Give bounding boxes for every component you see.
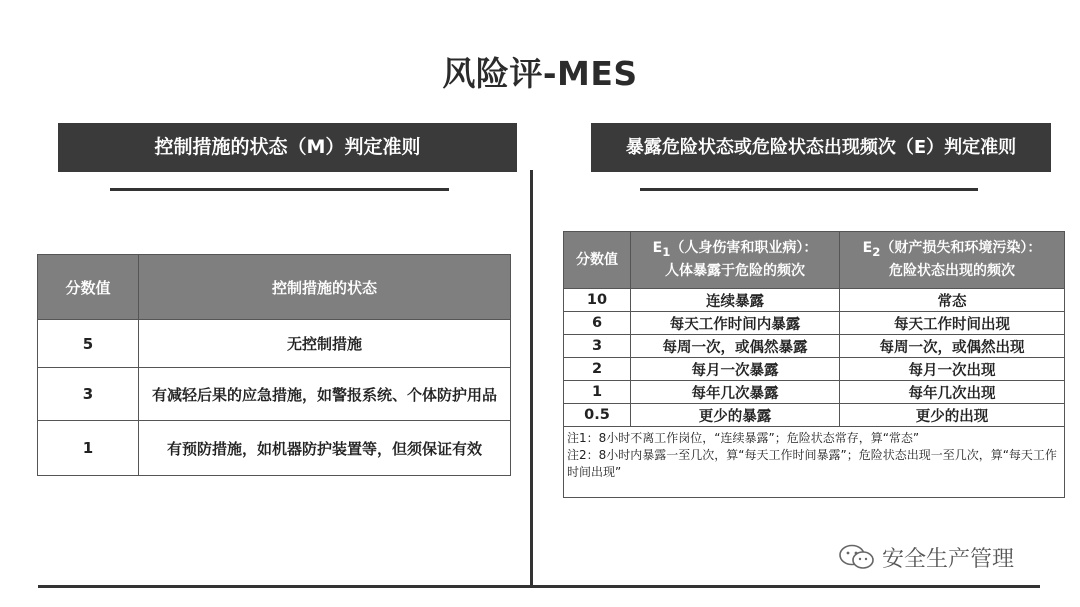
e1-cell: 每天工作时间内暴露	[631, 312, 840, 335]
e1-cell: 每年几次暴露	[631, 381, 840, 404]
score-column-header: 分数值	[564, 232, 631, 289]
table-row	[564, 312, 1065, 335]
score-cell: 0.5	[564, 404, 631, 427]
page-title: 风险评-MES	[442, 54, 638, 93]
state-cell: 无控制措施	[139, 320, 511, 368]
state-cell: 有减轻后果的应急措施，如警报系统、个体防护用品	[139, 368, 511, 421]
score-cell: 1	[38, 421, 139, 476]
e-criteria-header: 暴露危险状态或危险状态出现频次（E）判定准则	[591, 123, 1051, 172]
e2-cell: 每年几次出现	[840, 381, 1065, 404]
e2-cell: 更少的出现	[840, 404, 1065, 427]
e1-header-line1: （人身伤害和职业病）：	[670, 240, 818, 257]
e2-cell: 每周一次，或偶然出现	[840, 335, 1065, 358]
table-row	[564, 358, 1065, 381]
e-criteria-table	[563, 231, 1065, 498]
score-cell: 5	[38, 320, 139, 368]
watermark	[838, 542, 1014, 572]
score-cell: 3	[564, 335, 631, 358]
state-cell: 有预防措施，如机器防护装置等，但须保证有效	[139, 421, 511, 476]
table-row	[38, 320, 511, 368]
e1-prefix: E	[652, 240, 663, 257]
right-underline	[640, 188, 978, 191]
e2-cell: 常态	[840, 289, 1065, 312]
note-2: 注2：8小时内暴露一至几次，算“每天工作时间暴露”；危险状态出现一至几次，算“每天工作时间出现”	[567, 448, 1057, 479]
e1-cell: 连续暴露	[631, 289, 840, 312]
wechat-icon	[838, 543, 876, 571]
left-underline	[110, 188, 449, 191]
e1-cell: 更少的暴露	[631, 404, 840, 427]
e2-cell: 每月一次出现	[840, 358, 1065, 381]
score-cell: 2	[564, 358, 631, 381]
score-cell: 3	[38, 368, 139, 421]
score-cell: 10	[564, 289, 631, 312]
e1-cell: 每周一次，或偶然暴露	[631, 335, 840, 358]
e1-column-header	[631, 232, 840, 289]
control-state-column-header: 控制措施的状态	[139, 255, 511, 320]
notes-row	[564, 427, 1065, 498]
table-row	[38, 421, 511, 476]
table-header-row	[38, 255, 511, 320]
table-row	[564, 289, 1065, 312]
m-criteria-header: 控制措施的状态（M）判定准则	[58, 123, 517, 172]
e1-cell: 每月一次暴露	[631, 358, 840, 381]
score-column-header: 分数值	[38, 255, 139, 320]
bottom-divider	[38, 585, 1040, 588]
table-header-row	[564, 232, 1065, 289]
notes-cell	[564, 427, 1065, 498]
score-cell: 1	[564, 381, 631, 404]
e2-header-line1: （财产损失和环境污染）：	[880, 240, 1042, 257]
e2-header-line2: 危险状态出现的频次	[889, 262, 1015, 279]
watermark-text: 安全生产管理	[882, 546, 1015, 572]
m-criteria-table	[37, 254, 511, 476]
e1-header-line2: 人体暴露于危险的频次	[665, 262, 805, 279]
table-row	[564, 335, 1065, 358]
note-1: 注1：8小时不离工作岗位，“连续暴露”；危险状态常存，算“常态”	[567, 431, 920, 445]
table-row	[38, 368, 511, 421]
e2-prefix: E	[862, 240, 873, 257]
e1-subscript: 1	[662, 244, 671, 259]
e2-column-header	[840, 232, 1065, 289]
e2-cell: 每天工作时间出现	[840, 312, 1065, 335]
e2-subscript: 2	[872, 244, 881, 259]
vertical-divider	[530, 170, 533, 588]
score-cell: 6	[564, 312, 631, 335]
table-row	[564, 381, 1065, 404]
table-row	[564, 404, 1065, 427]
